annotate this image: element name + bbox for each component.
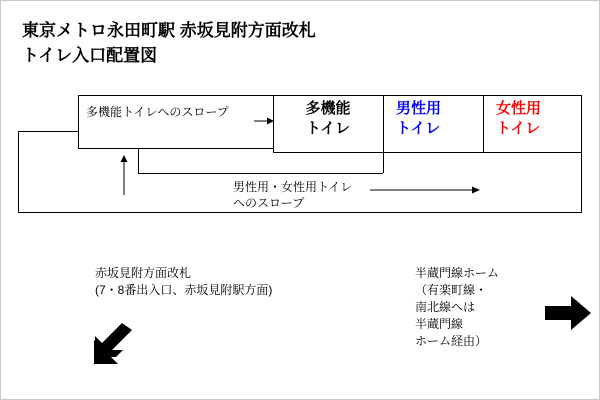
- wall-inner-corridor-left: [78, 131, 79, 148]
- wall-female-bottom: [483, 152, 581, 153]
- room-label-multi-purpose-toilet: [273, 99, 383, 139]
- arrow-up-small-icon: [118, 155, 130, 195]
- page-title-line2: トイレ入口配置図: [22, 46, 158, 65]
- page-title: [22, 18, 316, 68]
- slope-label-multi-purpose-text: 多機能トイレへのスロープ: [86, 105, 229, 119]
- arrow-right-small-icon-multi: [254, 115, 274, 127]
- caption-hanzomon-platform: [415, 265, 499, 350]
- station-layout-diagram: [18, 95, 582, 225]
- arrow-right-icon: [545, 296, 591, 330]
- caption-ticket-gate-line1: 赤坂見附方面改札: [95, 266, 192, 280]
- wall-inner-lower-right: [383, 152, 384, 173]
- slope-label-general-line1: 男性用・女性用トイレ: [233, 180, 353, 194]
- wall-bottom: [18, 212, 582, 213]
- wall-male-bottom: [383, 152, 483, 153]
- room-label-male-toilet: [388, 99, 491, 139]
- wall-inner-lower: [138, 173, 383, 174]
- room-label-female-line1: 女性用: [496, 100, 542, 117]
- wall-left-upper: [78, 95, 79, 131]
- slope-label-multi-purpose: [86, 104, 229, 120]
- wall-outer-left: [18, 131, 19, 212]
- slope-label-general-line2: へのスロープ: [233, 196, 305, 210]
- caption-hanzomon-line5: ホーム経由）: [415, 334, 488, 348]
- wall-top: [78, 95, 582, 96]
- room-label-female-toilet: [488, 99, 591, 139]
- wall-multi-bottom: [273, 152, 383, 153]
- caption-hanzomon-line2: （有楽町線・: [415, 283, 488, 297]
- caption-hanzomon-line3: 南北線へは: [415, 300, 476, 314]
- slope-label-general: [233, 179, 352, 211]
- room-label-multi-line2: トイレ: [305, 120, 351, 137]
- wall-corridor-top: [18, 131, 78, 132]
- page-title-line1: 東京メトロ永田町駅 赤坂見附方面改札: [22, 21, 316, 40]
- caption-hanzomon-line4: 半蔵門線: [415, 317, 464, 331]
- caption-hanzomon-line1: 半蔵門線ホーム: [415, 266, 500, 280]
- room-label-male-line2: トイレ: [396, 120, 441, 137]
- room-label-female-line2: トイレ: [496, 120, 541, 137]
- caption-ticket-gate-line2: (7・8番出入口、赤坂見附駅方面): [95, 283, 273, 297]
- room-label-male-line1: 男性用: [396, 100, 442, 117]
- arrow-down-left-icon: [92, 322, 138, 368]
- wall-inner-drop: [138, 148, 139, 173]
- caption-ticket-gate: [95, 265, 272, 299]
- room-label-multi-line1: 多機能: [305, 100, 351, 117]
- wall-inner-corridor: [78, 148, 273, 149]
- arrow-right-small-icon-general: [370, 184, 480, 196]
- wall-multi-right: [383, 95, 384, 152]
